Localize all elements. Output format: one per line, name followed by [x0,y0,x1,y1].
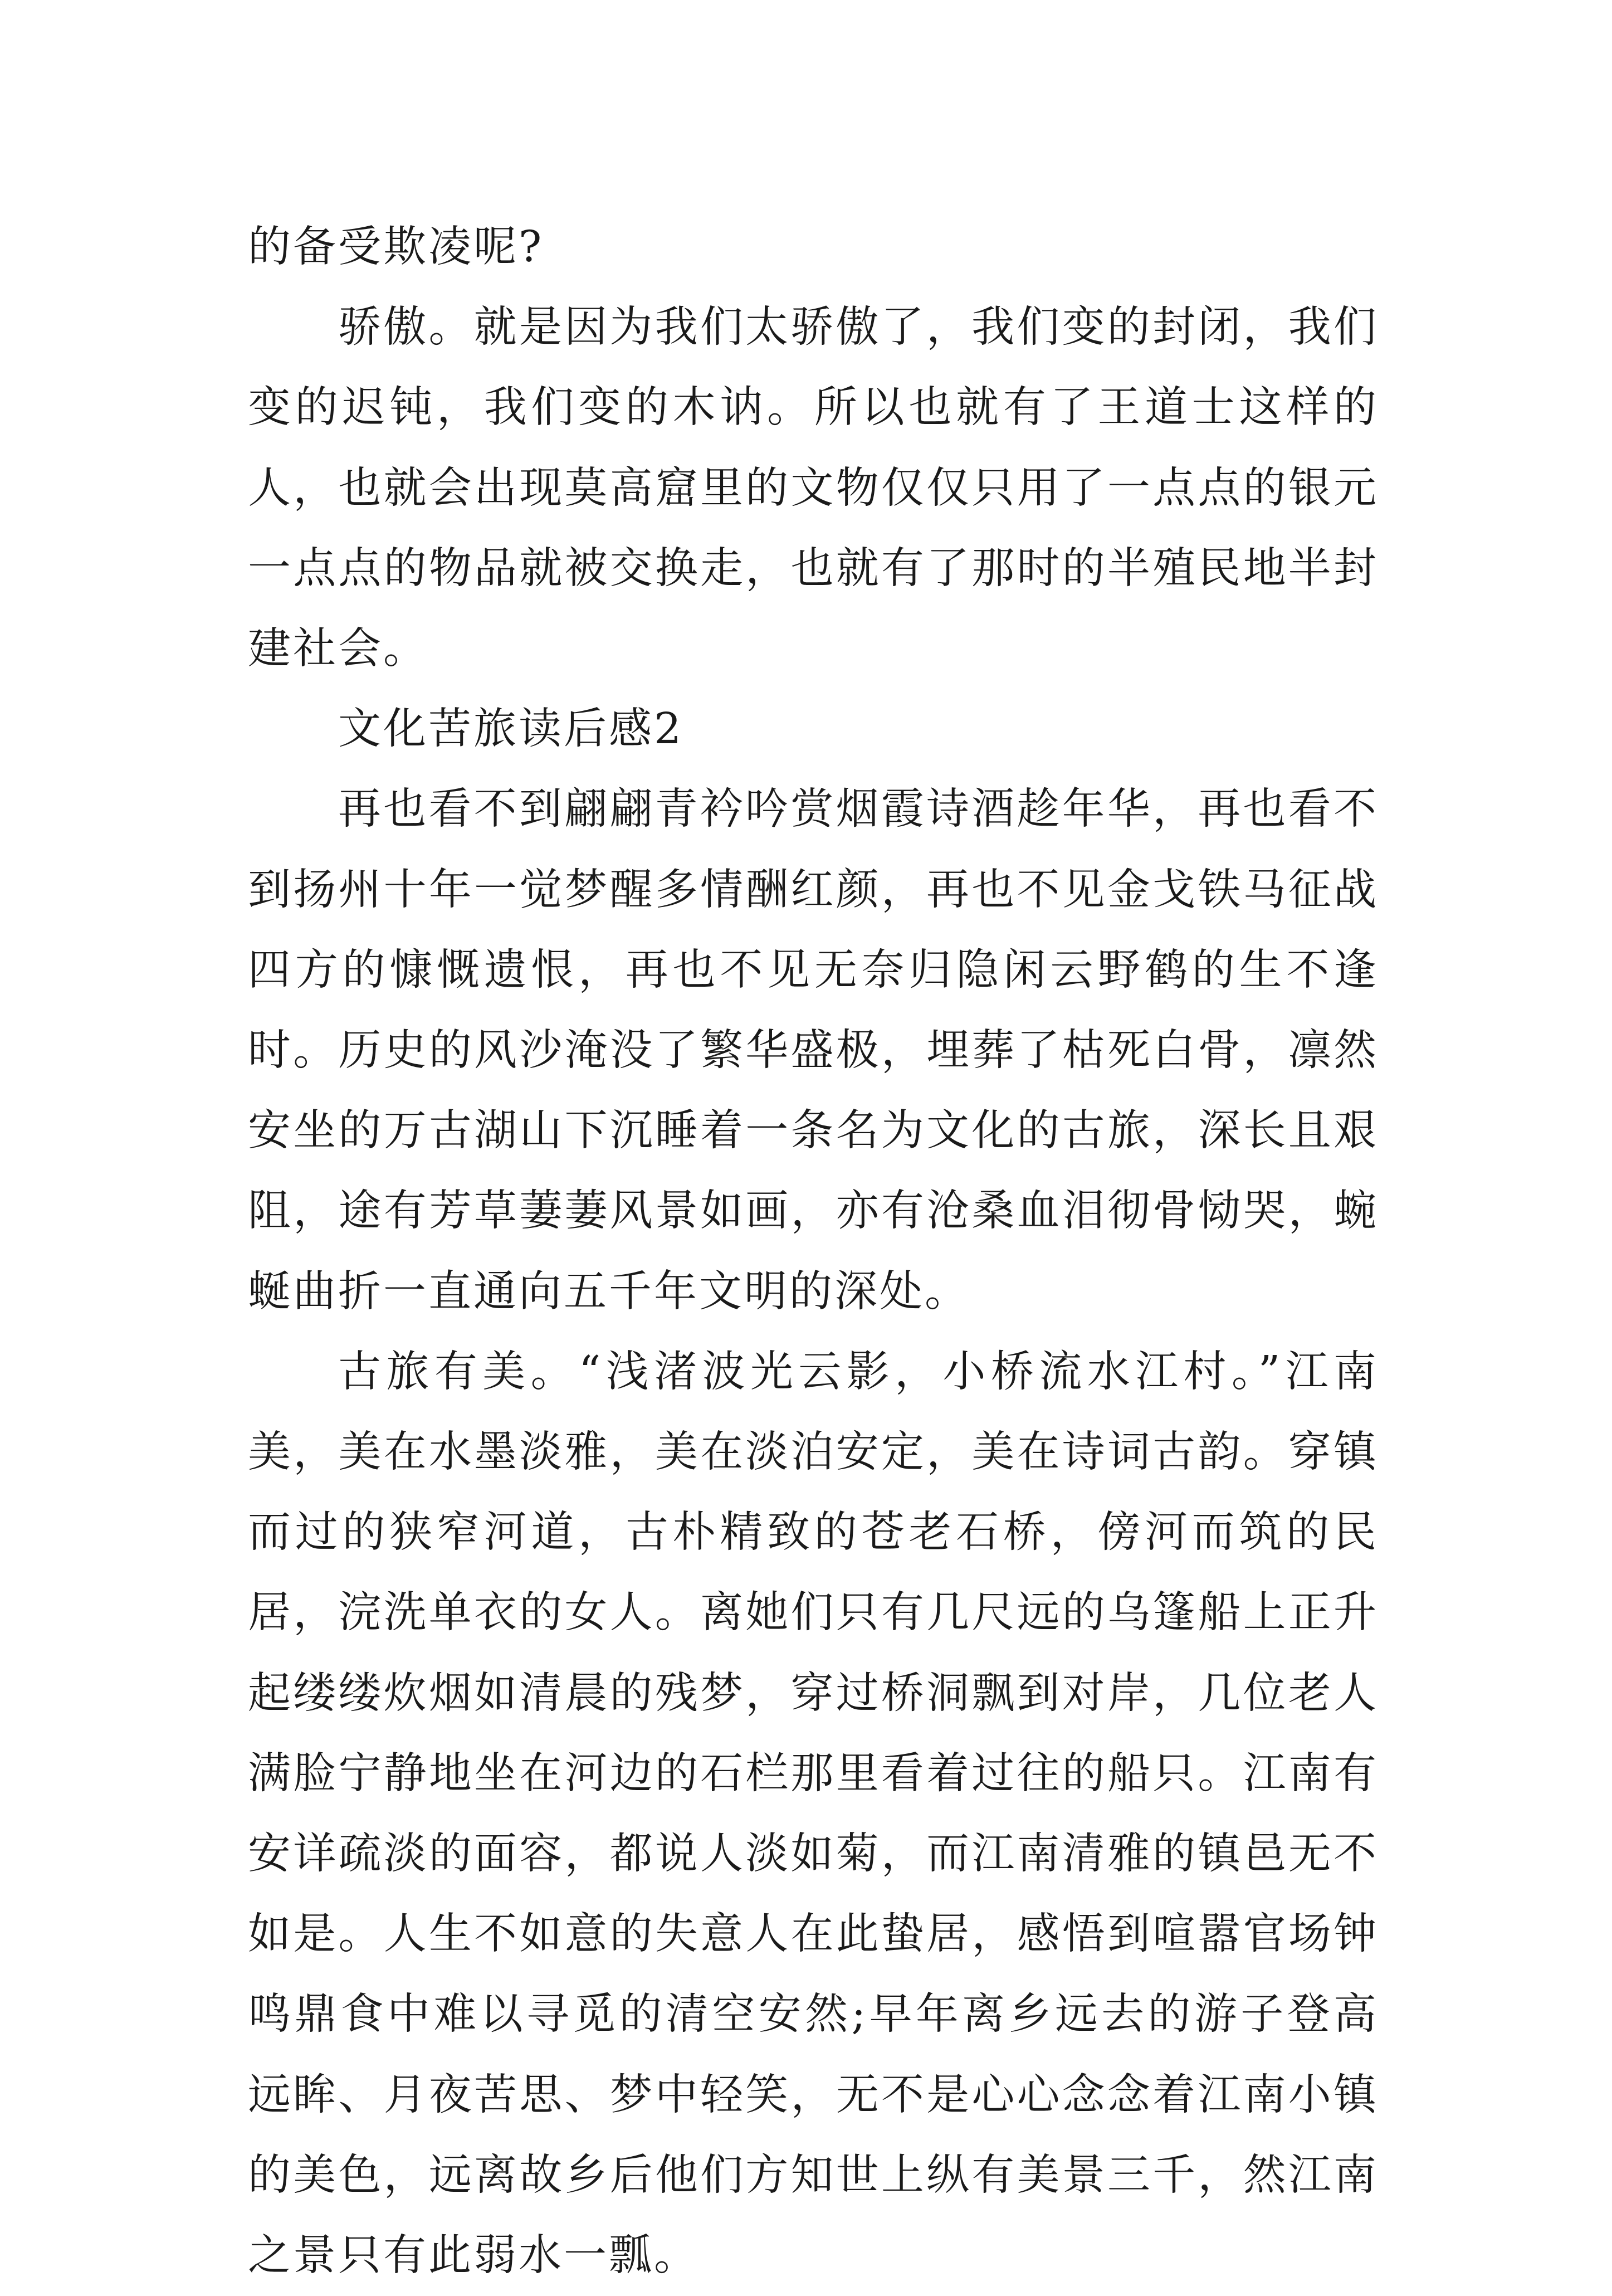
paragraph-pride: 骄傲。就是因为我们太骄傲了，我们变的封闭，我们变的迟钝，我们变的木讷。所以也就有了王道士这样的人，也就会出现莫高窟里的文物仅仅只用了一点点的银元一点点的物品就被交换走，也就有了那时的半殖民地半封建社会。 [248,303,1379,674]
document-body [248,207,1379,2296]
paragraph-continuation: 的备受欺凌呢? [248,222,544,272]
paragraph-history: 再也看不到翩翩青衿吟赏烟霞诗酒趁年华，再也看不到扬州十年一觉梦醒多情酬红颜，再也不见金戈铁马征战四方的慷慨遗恨，再也不见无奈归隐闲云野鹤的生不逢时。历史的风沙淹没了繁华盛极，埋葬了枯死白骨，凛然安坐的万古湖山下沉睡着一条名为文化的古旅，深长且艰阻，途有芳草萋萋风景如画，亦有沧桑血泪彻骨恸哭，蜿蜒曲折一直通向五千年文明的深处。 [248,784,1379,1317]
section-heading: 文化苦旅读后感2 [338,704,683,754]
paragraph-jiangnan: 古旅有美。“浅渚波光云影，小桥流水江村。”江南美，美在水墨淡雅，美在淡泊安定，美在诗词古韵。穿镇而过的狭窄河道，古朴精致的苍老石桥，傍河而筑的民居，浣洗单衣的女人。离她们只有几尺远的乌篷船上正升起缕缕炊烟如清晨的残梦，穿过桥洞飘到对岸，几位老人满脸宁静地坐在河边的石栏那里看着过往的船只。江南有安详疏淡的面容，都说人淡如菊，而江南清雅的镇邑无不如是。人生不如意的失意人在此蛰居，感悟到喧嚣官场钟鸣鼎食中难以寻觅的清空安然;早年离乡远去的游子登高远眸、月夜苦思、梦中轻笑，无不是心心念念着江南小镇的美色，远离故乡后他们方知世上纵有美景三千，然江南之景只有此弱水一瓢。 [248,1347,1379,2281]
